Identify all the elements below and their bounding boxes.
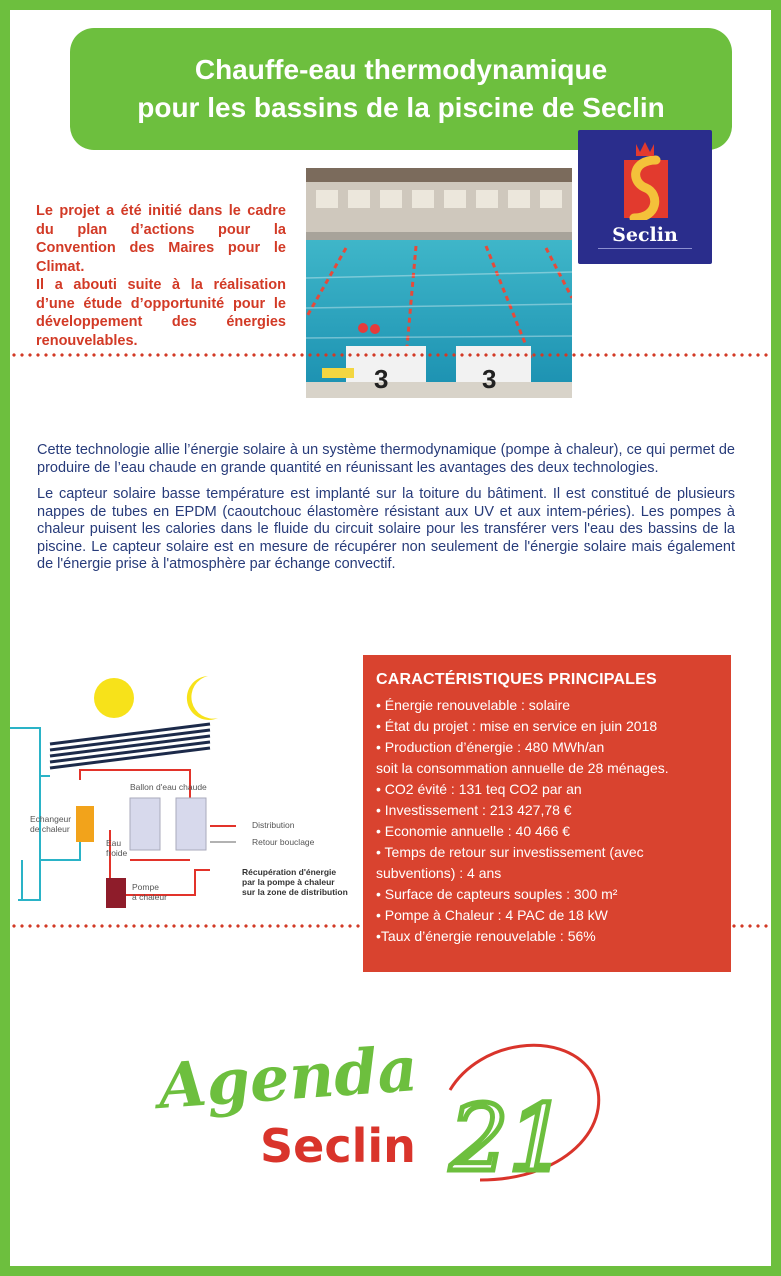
title-line-1: Chauffe-eau thermodynamique: [194, 54, 608, 85]
solar-system-diagram: [10, 710, 360, 920]
agenda-number: 21: [450, 1085, 568, 1190]
label-eau-froide: [106, 838, 127, 858]
spec-item: • État du projet : mise en service en juin 2018: [376, 718, 658, 734]
spec-item: •Taux d’énergie renouvelable : 56%: [376, 928, 596, 944]
label-recuperation-3: sur la zone de distribution: [242, 887, 348, 897]
title-line-2: pour les bassins de la piscine de Seclin: [137, 92, 665, 123]
label-pompe-1: Pompe: [132, 882, 159, 892]
lane-number-right: 3: [482, 364, 497, 394]
spec-item: soit la consommation annuelle de 28 ménages.: [376, 760, 669, 776]
label-echangeur-1: Echangeur: [30, 814, 72, 824]
logo-wordmark: Seclin: [612, 224, 678, 246]
intro-text: [36, 202, 286, 350]
spec-item: • Énergie renouvelable : solaire: [376, 697, 571, 713]
specs-heading: CARACTÉRISTIQUES PRINCIPALES: [376, 671, 657, 688]
spec-item: • CO2 évité : 131 teq CO2 par an: [376, 781, 582, 797]
label-recuperation-1: Récupération d'énergie: [242, 867, 337, 877]
body-text: [37, 442, 735, 574]
label-ballon: Ballon d'eau chaude: [130, 782, 207, 792]
agenda-word: Agenda: [155, 1032, 420, 1123]
seclin-word: Seclin: [260, 1119, 416, 1173]
spec-item: • Production d’énergie : 480 MWh/an: [376, 739, 605, 755]
label-echangeur: [30, 814, 71, 834]
seclin-logo: [578, 130, 712, 264]
body-paragraph-2: Le capteur solaire basse température est implanté sur la toiture du bâtiment. Il est constitué de plusieurs nappes de tubes en EPDM (caoutchouc élastomère résistant aux UV et aux intem-péries). Les pompes à chaleur puisent les calories dans le fluide du circuit solaire pour les transférer vers l'eau des bassins de la piscine. Le capteur solaire est en mesure de récupérer non seulement de l'énergie solaire mais également de l'énergie prise à l'atmosphère par échange convectif.: [37, 486, 735, 572]
specs-box: [363, 655, 731, 972]
spec-item: • Investissement : 213 427,78 €: [376, 802, 572, 818]
intro-paragraph-1: Le projet a été initié dans le cadre du plan d’actions pour la Convention des Maires pour le Climat.: [36, 203, 286, 275]
pool-photo: [306, 168, 572, 398]
spec-item: • Pompe à Chaleur : 4 PAC de 18 kW: [376, 907, 608, 923]
label-recuperation: [242, 867, 348, 897]
spec-item: • Temps de retour sur investissement (avec subventions) : 4 ans: [376, 844, 644, 881]
body-paragraph-1: Cette technologie allie l’énergie solaire à un système thermodynamique (pompe à chaleur), ce qui permet de produire de l’eau chaude en grande quantité en réunissant les avantages des deux technologies.: [37, 442, 735, 476]
label-recuperation-2: par la pompe à chaleur: [242, 877, 335, 887]
label-distribution: Distribution: [252, 820, 295, 830]
label-pompe-2: à chaleur: [132, 892, 167, 902]
label-retour: Retour bouclage: [252, 837, 315, 847]
agenda21-logo: [150, 1030, 620, 1190]
dotted-separator-top: [10, 353, 771, 357]
spec-item: • Surface de capteurs souples : 300 m²: [376, 886, 618, 902]
label-eau: Eau: [106, 838, 122, 848]
label-pompe: [132, 882, 167, 902]
logo-tagline-rule: [598, 248, 692, 249]
seclin-s-emblem: [578, 130, 712, 220]
intro-paragraph-2: Il a abouti suite à la réalisation d’une étude d’opportunité pour le développement des énergies renouvelables.: [36, 277, 286, 349]
label-echangeur-2: de chaleur: [30, 824, 70, 834]
spec-item: • Economie annuelle : 40 466 €: [376, 823, 571, 839]
lane-number-left: 3: [374, 364, 389, 394]
label-froide: froide: [106, 848, 128, 858]
page-sheet: [10, 10, 771, 1266]
